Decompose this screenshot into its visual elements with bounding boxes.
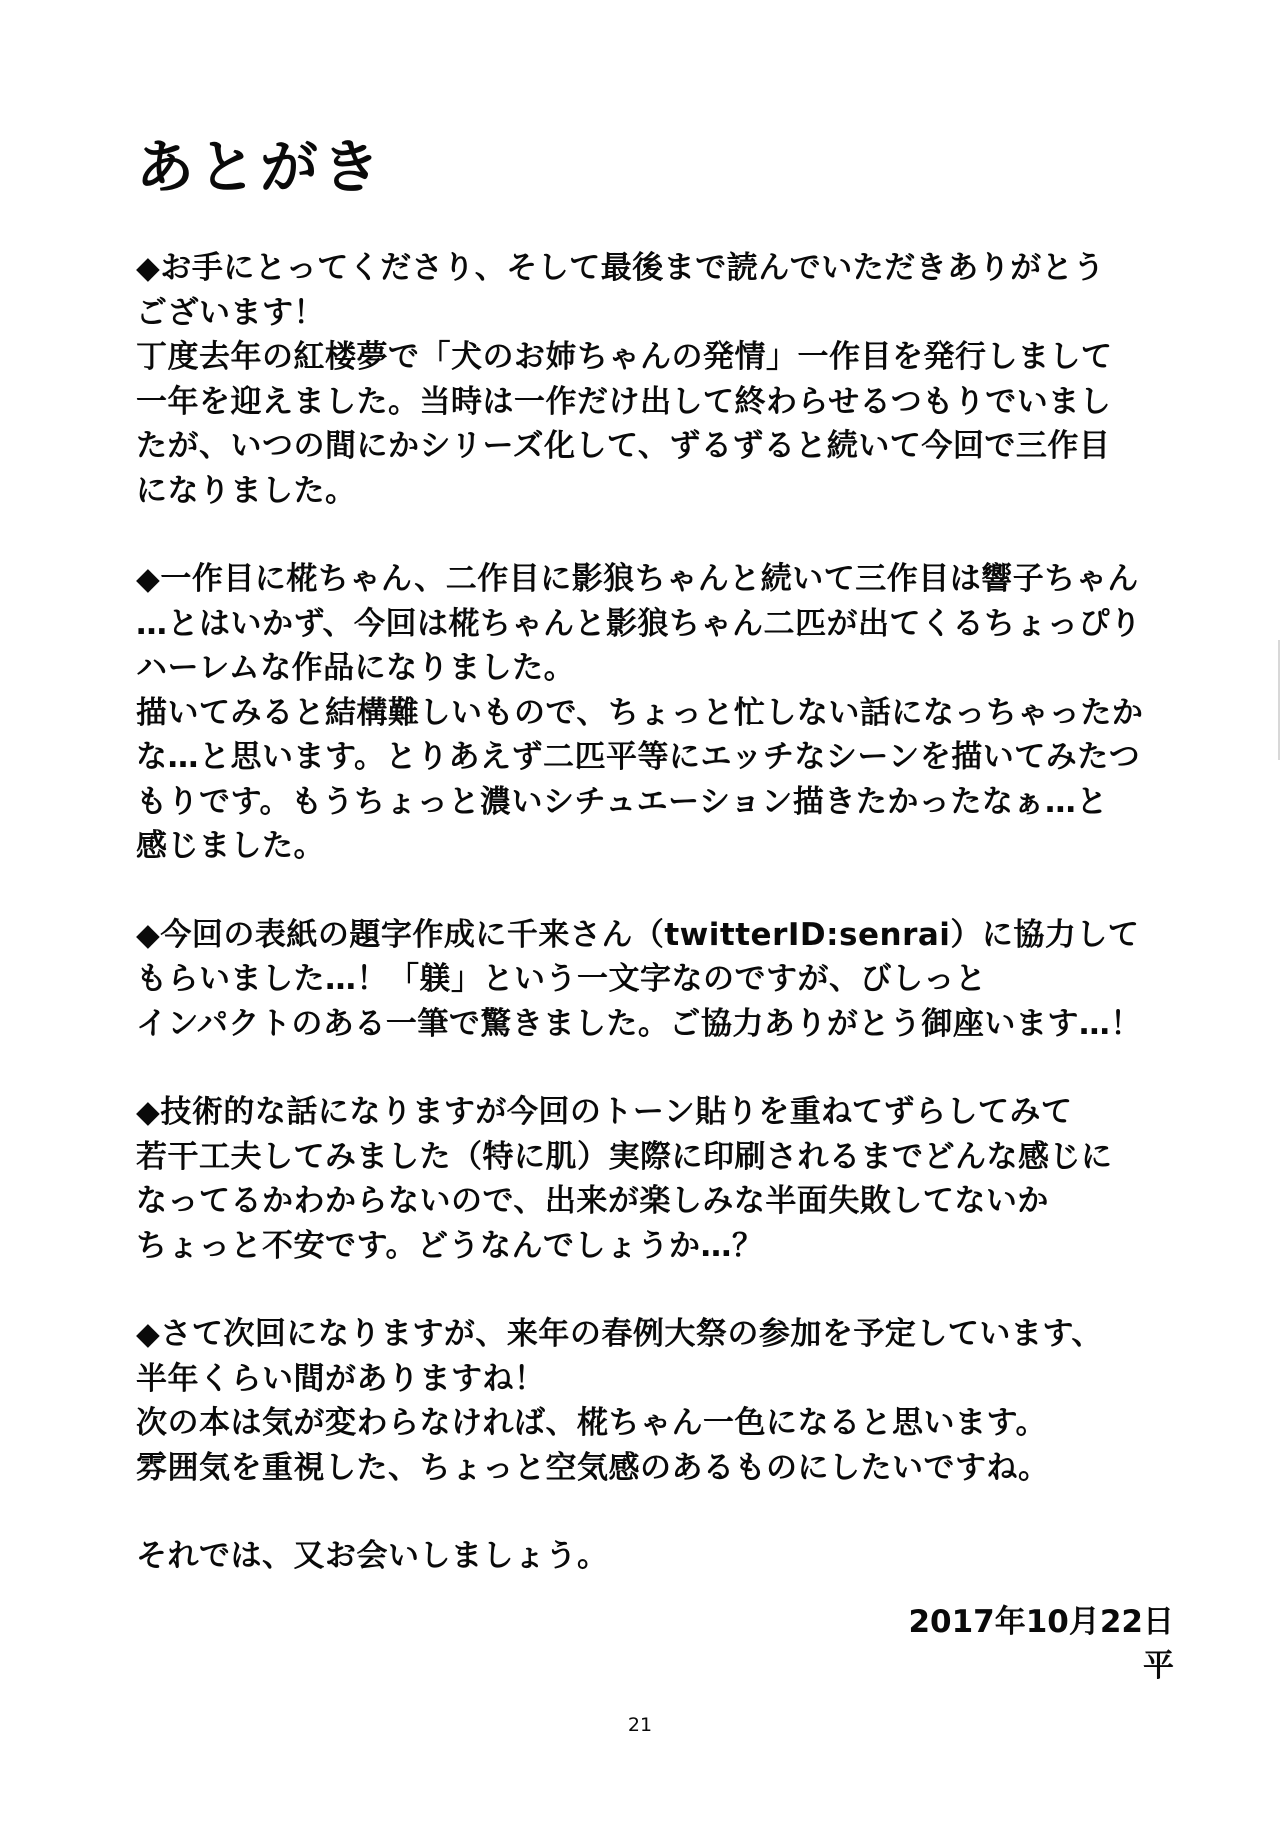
text-line: それでは、又お会いしましょう。 xyxy=(136,1538,609,1574)
page-title: あとがき xyxy=(136,133,385,201)
text-line: ◆技術的な話になりますが今回のトーン貼りを重ねてずらしてみて xyxy=(136,1094,1073,1130)
text-line: ございます！ xyxy=(136,294,325,331)
signature-block xyxy=(908,1600,1174,1688)
page-number: 21 xyxy=(627,1714,653,1736)
text-line: もらいました…！「躾」という一文字なのですが、びしっと xyxy=(136,961,987,997)
text-line: ハーレムな作品になりました。 xyxy=(136,650,576,686)
text-line: もりです。もうちょっと濃いシチュエーション描きたかったなぁ…と xyxy=(136,783,1108,820)
text-line: 一年を迎えました。当時は一作だけ出して終わらせるつもりでいまし xyxy=(136,383,1112,420)
paragraph-thanks xyxy=(136,246,1196,513)
text-line: な…と思います。とりあえず二匹平等にエッチなシーンを描いてみたつ xyxy=(136,739,1141,775)
text-line: インパクトのある一筆で驚きました。ご協力ありがとう御座います…！ xyxy=(136,1005,1142,1042)
text-line: 丁度去年の紅楼夢で「犬のお姉ちゃんの発情」一作目を発行しまして xyxy=(136,339,1113,375)
text-line: なってるかわからないので、出来が楽しみな半面失敗してないか xyxy=(136,1183,1049,1219)
paragraph-cover-title xyxy=(136,913,1196,1047)
text-line: 感じました。 xyxy=(136,828,325,864)
text-line: ◆一作目に椛ちゃん、二作目に影狼ちゃんと続いて三作目は響子ちゃん xyxy=(136,561,1139,597)
text-line: ちょっと不安です。どうなんでしょうか…？ xyxy=(136,1227,764,1264)
text-line: 若干工夫してみました（特に肌）実際に印刷されるまでどんな感じに xyxy=(136,1138,1113,1175)
afterword-body xyxy=(136,246,1196,1623)
text-line: ◆お手にとってくださり、そして最後まで読んでいただきありがとう xyxy=(136,250,1105,286)
text-line: 描いてみると結構難しいもので、ちょっと忙しない話になっちゃったか xyxy=(136,694,1144,731)
text-line: になりました。 xyxy=(136,472,357,509)
paragraph-next-event xyxy=(136,1312,1196,1490)
text-line: 雰囲気を重視した、ちょっと空気感のあるものにしたいですね。 xyxy=(136,1449,1050,1486)
text-line: たが、いつの間にかシリーズ化して、ずるずると続いて今回で三作目 xyxy=(136,428,1111,464)
paragraph-characters xyxy=(136,557,1196,869)
signature-date: 2017年10月22日 xyxy=(908,1604,1174,1640)
text-line: …とはいかず、今回は椛ちゃんと影狼ちゃん二匹が出てくるちょっぴり xyxy=(136,605,1142,642)
paragraph-closing xyxy=(136,1534,1196,1579)
text-line: 次の本は気が変わらなければ、椛ちゃん一色になると思います。 xyxy=(136,1405,1048,1441)
paragraph-technique xyxy=(136,1090,1196,1268)
text-line: 半年くらい間がありますね！ xyxy=(136,1360,546,1397)
text-line: ◆今回の表紙の題字作成に千来さん（twitterID:senrai）に協力して xyxy=(136,916,1140,953)
signature-author: 平 xyxy=(1143,1648,1174,1684)
text-line: ◆さて次回になりますが、来年の春例大祭の参加を予定しています、 xyxy=(136,1316,1103,1352)
